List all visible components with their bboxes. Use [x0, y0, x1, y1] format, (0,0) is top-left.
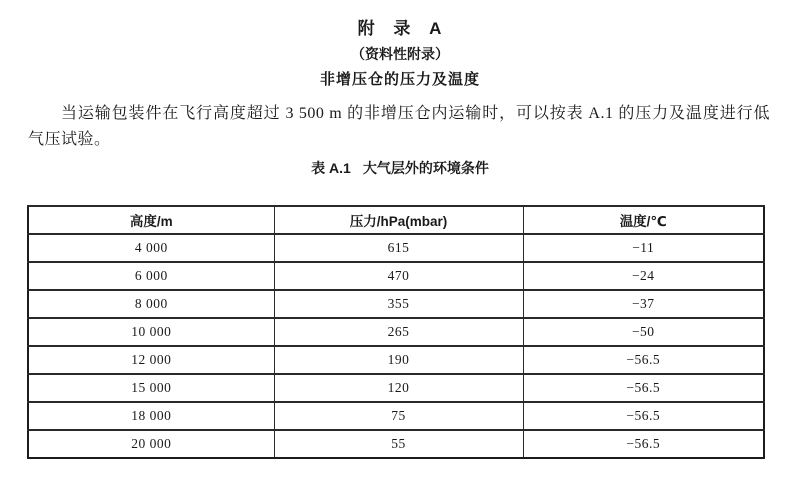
table-row	[28, 290, 764, 318]
table-caption	[0, 160, 800, 176]
table-cell-pressure: 55	[274, 430, 523, 458]
table-cell-temperature: −50	[523, 318, 764, 346]
table-header-row	[28, 206, 764, 234]
table-caption-title: 大气层外的环境条件	[362, 160, 489, 176]
table-caption-label: 表 A.1	[311, 160, 351, 176]
column-header-pressure: 压力/hPa(mbar)	[274, 206, 523, 234]
table-cell-pressure: 120	[274, 374, 523, 402]
table-cell-temperature: −24	[523, 262, 764, 290]
table-row	[28, 318, 764, 346]
table-cell-pressure: 190	[274, 346, 523, 374]
table-cell-temperature: −37	[523, 290, 764, 318]
document-page	[0, 20, 800, 486]
table-cell-pressure: 355	[274, 290, 523, 318]
column-header-temperature: 温度/℃	[523, 206, 764, 234]
table-cell-temperature: −56.5	[523, 346, 764, 374]
table-cell-temperature: −56.5	[523, 402, 764, 430]
table-cell-height: 12 000	[28, 346, 274, 374]
table-cell-pressure: 265	[274, 318, 523, 346]
table-cell-temperature: −56.5	[523, 430, 764, 458]
table-cell-pressure: 470	[274, 262, 523, 290]
table-cell-height: 15 000	[28, 374, 274, 402]
table-cell-height: 4 000	[28, 234, 274, 262]
table-row	[28, 374, 764, 402]
environment-conditions-table	[27, 205, 765, 459]
table-row	[28, 430, 764, 458]
appendix-title: 附 录 A	[357, 19, 443, 38]
appendix-subtitle: （资料性附录）	[351, 46, 449, 62]
column-header-height: 高度/m	[28, 206, 274, 234]
table-cell-temperature: −56.5	[523, 374, 764, 402]
table-cell-height: 20 000	[28, 430, 274, 458]
body-paragraph: 当运输包装件在飞行高度超过 3 500 m 的非增压仓内运输时，可以按表 A.1 的压力及温度进行低气压试验。	[28, 105, 770, 148]
table-row	[28, 346, 764, 374]
table-cell-pressure: 615	[274, 234, 523, 262]
table-row	[28, 234, 764, 262]
table-row	[28, 262, 764, 290]
table-row	[28, 402, 764, 430]
table-cell-height: 10 000	[28, 318, 274, 346]
table-cell-height: 6 000	[28, 262, 274, 290]
appendix-heading: 非增压仓的压力及温度	[319, 71, 480, 88]
table-cell-height: 18 000	[28, 402, 274, 430]
table-cell-temperature: −11	[523, 234, 764, 262]
table-cell-height: 8 000	[28, 290, 274, 318]
table-cell-pressure: 75	[274, 402, 523, 430]
